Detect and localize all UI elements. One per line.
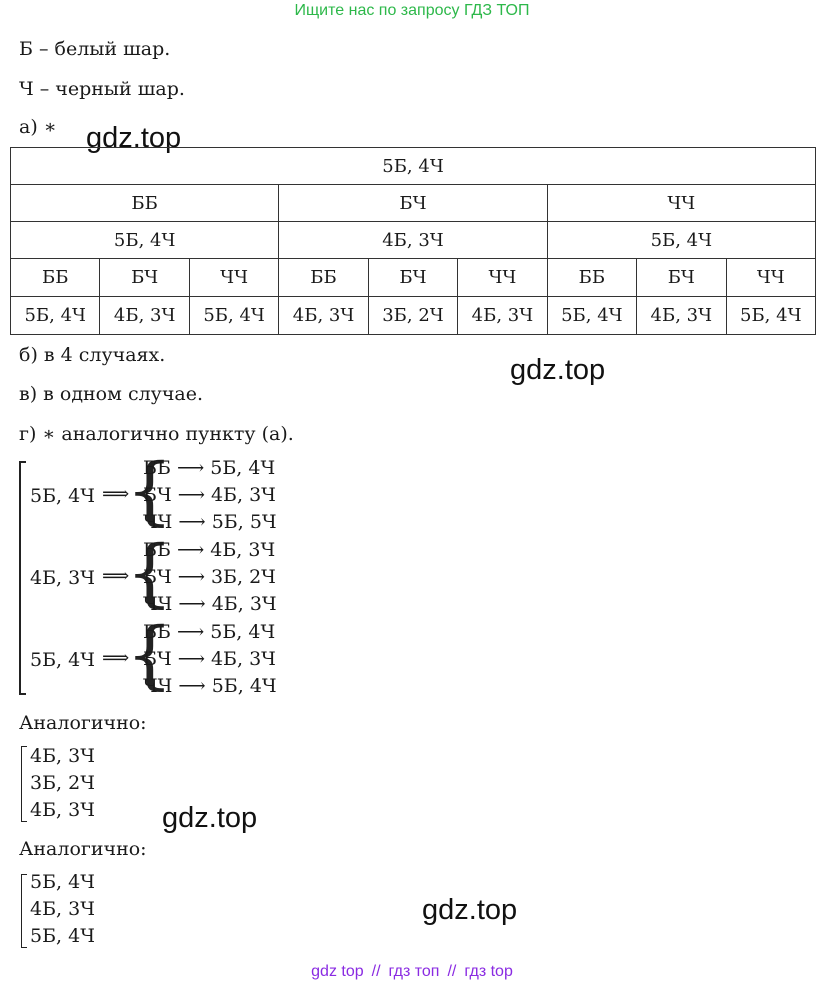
watermark: gdz.top <box>510 354 606 386</box>
similar-label: Аналогично: <box>19 838 147 860</box>
table-level2-state-cell: 5Б, 4Ч <box>726 297 816 335</box>
table-level2-cell: БЧ <box>100 259 189 297</box>
part-b-answer: б) в 4 случаях. <box>19 344 166 366</box>
watermark: gdz.top <box>422 894 518 926</box>
table-level2-state-cell: 4Б, 3Ч <box>100 297 189 335</box>
similar-item: 4Б, 3Ч <box>30 745 95 767</box>
similar-item: 5Б, 4Ч <box>30 925 95 947</box>
watermark: gdz.top <box>162 802 258 834</box>
table-level2-cell: БЧ <box>368 259 457 297</box>
table-level2-cell: ББ <box>547 259 636 297</box>
scheme-state: 5Б, 4Ч <box>30 649 95 671</box>
table-level2-cell: ЧЧ <box>458 259 547 297</box>
scheme-branch: ББ ⟶ 4Б, 3Ч <box>143 539 276 561</box>
table-level2-state-cell: 4Б, 3Ч <box>637 297 726 335</box>
table-level1-state-cell: 5Б, 4Ч <box>11 222 279 259</box>
probability-tree-table <box>10 147 816 335</box>
table-level2-state-cell: 5Б, 4Ч <box>547 297 636 335</box>
table-level2-state-cell: 5Б, 4Ч <box>189 297 278 335</box>
similar-bracket <box>21 746 27 822</box>
table-level1-state-cell: 4Б, 3Ч <box>279 222 547 259</box>
footer-link[interactable]: gdz top <box>311 963 364 980</box>
implies-arrow-icon: ⟹ <box>102 565 130 587</box>
scheme-state: 4Б, 3Ч <box>30 567 95 589</box>
legend-white: Б – белый шар. <box>19 38 171 60</box>
footer-links <box>0 963 824 981</box>
scheme-branch: БЧ ⟶ 3Б, 2Ч <box>143 566 276 588</box>
similar-item: 4Б, 3Ч <box>30 898 95 920</box>
table-level2-state-cell: 4Б, 3Ч <box>458 297 547 335</box>
legend-black: Ч – черный шар. <box>19 78 185 100</box>
similar-bracket <box>21 874 27 948</box>
search-banner: Ищите нас по запросу ГДЗ ТОП <box>294 2 530 19</box>
table-level1-cell: БЧ <box>279 185 547 222</box>
brace-icon: { <box>126 612 174 698</box>
table-level1-cell: ЧЧ <box>547 185 815 222</box>
footer-link[interactable]: гдз top <box>464 963 513 980</box>
similar-item: 4Б, 3Ч <box>30 799 95 821</box>
part-v-answer: в) в одном случае. <box>19 383 204 405</box>
scheme-branch: ЧЧ ⟶ 5Б, 4Ч <box>143 675 277 697</box>
implies-arrow-icon: ⟹ <box>102 647 130 669</box>
footer-link[interactable]: гдз топ <box>388 963 440 980</box>
table-level2-state-cell: 4Б, 3Ч <box>279 297 368 335</box>
table-level2-cell: ЧЧ <box>726 259 816 297</box>
footer-separator: // <box>371 963 381 980</box>
part-g-label: г) ∗ аналогично пункту (а). <box>19 423 294 445</box>
scheme-branch: БЧ ⟶ 4Б, 3Ч <box>143 484 276 506</box>
table-level2-cell: ЧЧ <box>189 259 278 297</box>
table-root-cell: 5Б, 4Ч <box>11 148 816 185</box>
table-level2-state-cell: 3Б, 2Ч <box>368 297 457 335</box>
table-level2-cell: ББ <box>279 259 368 297</box>
table-level2-cell: ББ <box>11 259 100 297</box>
footer-separator: // <box>447 963 457 980</box>
table-level2-state-cell: 5Б, 4Ч <box>11 297 100 335</box>
scheme-branch: ЧЧ ⟶ 5Б, 5Ч <box>143 511 277 533</box>
scheme-branch: ББ ⟶ 5Б, 4Ч <box>143 621 276 643</box>
similar-item: 5Б, 4Ч <box>30 871 95 893</box>
part-a-label: а) ∗ <box>19 116 57 138</box>
table-level1-state-cell: 5Б, 4Ч <box>547 222 815 259</box>
watermark: gdz.top <box>86 122 182 154</box>
scheme-state: 5Б, 4Ч <box>30 485 95 507</box>
brace-icon: { <box>126 448 174 534</box>
table-level1-cell: ББ <box>11 185 279 222</box>
similar-item: 3Б, 2Ч <box>30 772 95 794</box>
brace-icon: { <box>126 530 174 616</box>
scheme-branch: БЧ ⟶ 4Б, 3Ч <box>143 648 276 670</box>
scheme-branch: ЧЧ ⟶ 4Б, 3Ч <box>143 593 277 615</box>
similar-label: Аналогично: <box>19 712 147 734</box>
scheme-bracket <box>19 461 26 695</box>
table-level2-cell: БЧ <box>637 259 726 297</box>
scheme-branch: ББ ⟶ 5Б, 4Ч <box>143 457 276 479</box>
implies-arrow-icon: ⟹ <box>102 483 130 505</box>
